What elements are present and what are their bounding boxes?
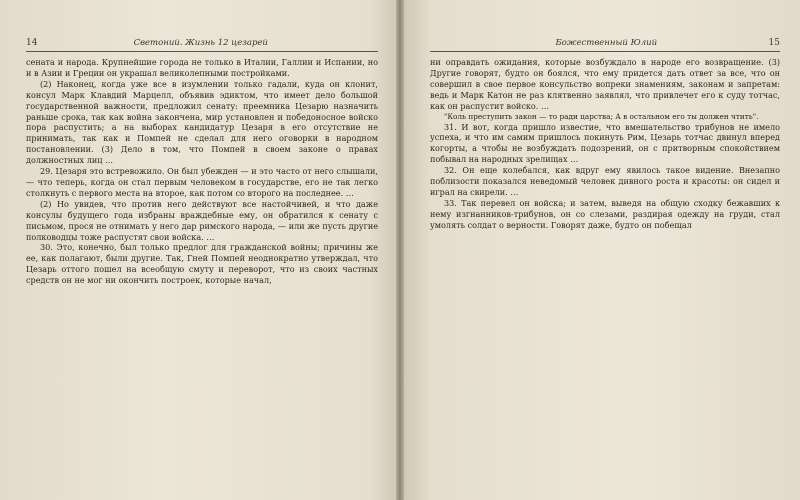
paragraph: 29. Цезаря это встревожило. Он был убежден — и это часто от него слышали, — что теперь, когда он стал первым человеком в государстве, его не так легко столкнуть с первого места на второе, как потом со второго на последнее. … xyxy=(26,166,378,198)
running-title-right: Божественный Юлий xyxy=(555,38,658,48)
paragraph: (2) Но увидев, что против него действуют все настойчивей, и что даже консулы будущего года избраны враждебные ему, он обратился к сенату с письмом, прося не отнимать у него дар римского народа, — или же пусть другие полководцы тоже распустят свои войска. … xyxy=(26,198,378,242)
paragraph: сената и народа. Крупнейшие города не только в Италии, Галлии и Испании, но и в Азии и Греции он украшал великолепными постройками. xyxy=(26,57,378,78)
left-page-body xyxy=(26,57,378,286)
right-page-body xyxy=(430,57,780,231)
paragraph: ни оправдать ожидания, которые возбуждало в народе его возвращение. (3) Другие говорят, будто он боялся, что ему придется дать ответ за все, что он совершил в свое первое консульство вопреки знамениям, законам и запретам: ведь и Марк Катон не раз клятвенно заявлял, что привлечет его к суду тотчас, как он распустит войско. … xyxy=(430,57,780,111)
paragraph: 32. Он еще колебался, как вдруг ему явилось такое видение. Внезапно поблизости показался неведомый человек дивного роста и красоты: он сидел и играл на свирели. … xyxy=(430,165,780,197)
paragraph: (2) Наконец, когда уже все в изумлении только гадали, куда он клонит, консул Марк Клавдий Марцелл, объявив эдиктом, что имеет дело большой государственной важности, предложил сенату: преемника Цезарю назначить раньше срока, так как война закончена, мир установлен и победоносное войско пора распустить; а на выборах кандидатур Цезаря в его отсутствие не принимать, так как и Помпей не сделал для него оговорки в народном постановлении. (3) Дело в том, что Помпей в своем законе о правах должностных лиц … xyxy=(26,78,378,166)
right-page xyxy=(400,0,800,500)
left-page-header xyxy=(26,38,378,52)
paragraph: 33. Так перевел он войска; и затем, выведя на общую сходку бежавших к нему изгнанников-трибунов, он со слезами, раздирая одежду на груди, стал умолять солдат о верности. Говорят даже, будто он побещал xyxy=(430,197,780,230)
running-title-left: Светоний. Жизнь 12 цезарей xyxy=(133,38,268,48)
book-gutter xyxy=(396,0,404,500)
verse-quotation: "Коль преступить закон — то ради царства; А в остальном его ты должен чтить". xyxy=(444,111,759,121)
page-number-left: 14 xyxy=(26,38,38,48)
paragraph: 30. Это, конечно, был только предлог для гражданской войны; причины же ее, как полагают, были другие. Так, Гней Помпей неоднократно утверждал, что Цезарь оттого пошел на всеобщую смуту и переворот, что из своих частных средств он не мог ни окончить построек, которые начал, xyxy=(26,242,378,286)
page-number-right: 15 xyxy=(768,38,780,48)
paragraph: 31. И вот, когда пришло известие, что вмешательство трибунов не имело успеха, и что им самим пришлось покинуть Рим, Цезарь тотчас двинул вперед когорты, а чтобы не возбуждать подозрений, он с притворным спокойствием побывал на народных зрелищах … xyxy=(430,121,780,165)
right-page-header xyxy=(430,38,780,52)
